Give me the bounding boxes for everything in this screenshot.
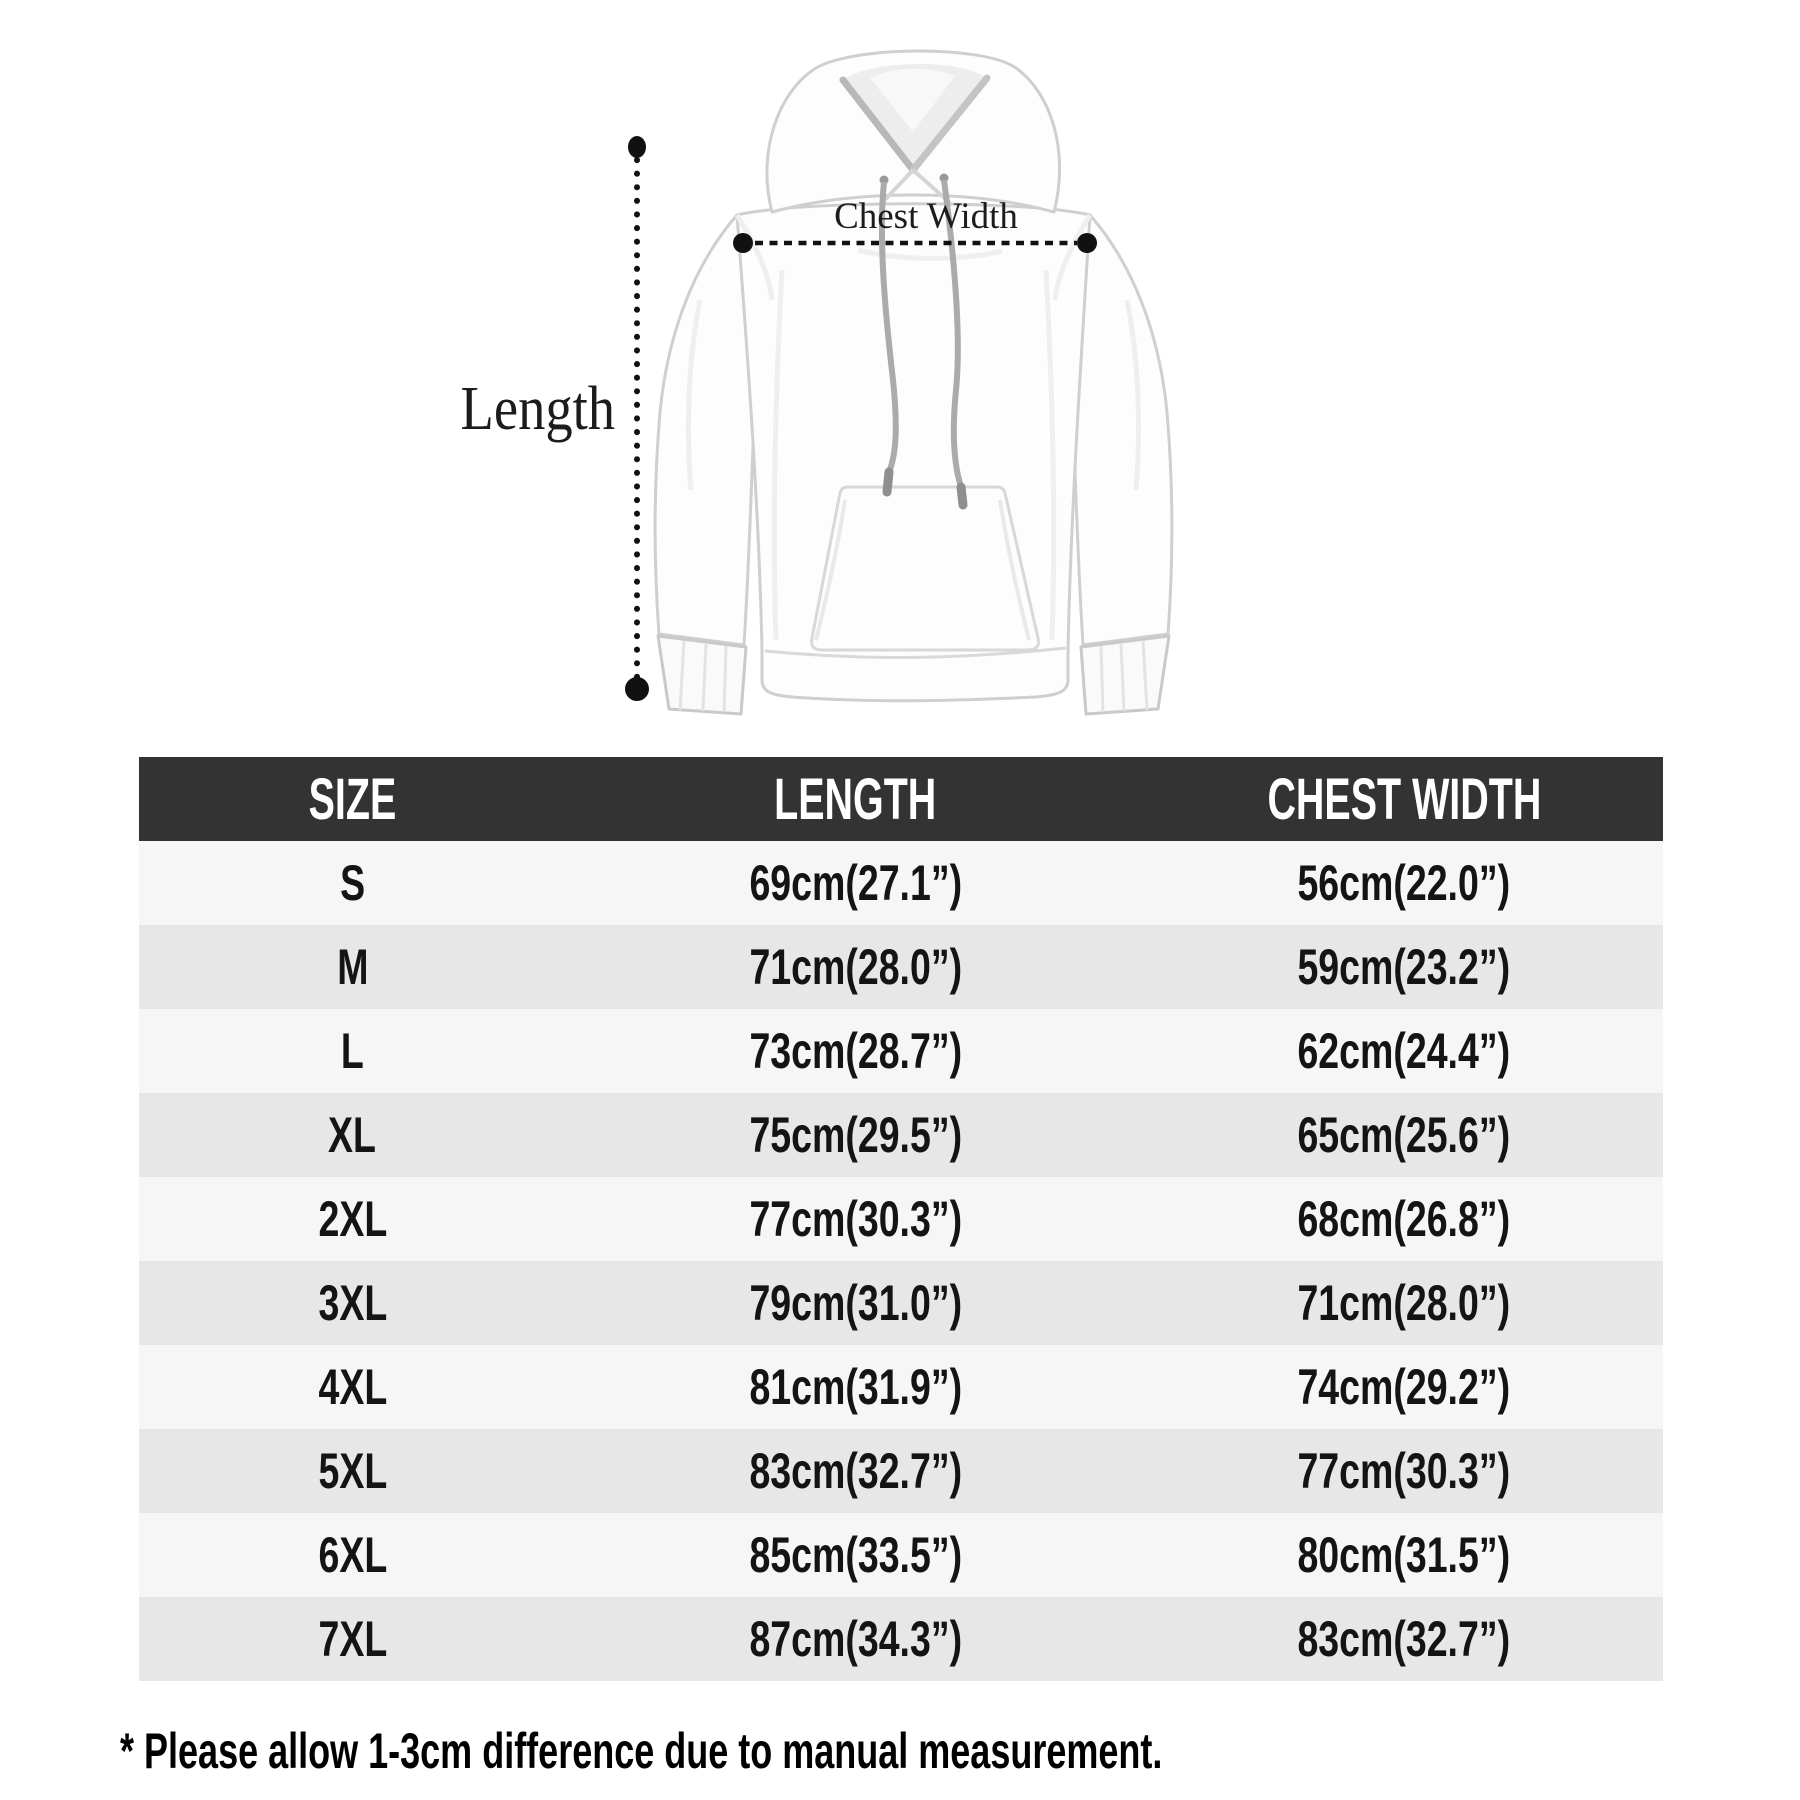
length-bottom-dot xyxy=(625,677,649,701)
table-row-3xl xyxy=(139,1261,1663,1345)
cell-chest: 77cm(30.3”) xyxy=(1297,1443,1511,1499)
table-row-l xyxy=(139,1009,1663,1093)
cell-chest: 74cm(29.2”) xyxy=(1297,1359,1511,1415)
left-aglet xyxy=(887,472,889,492)
right-aglet xyxy=(961,487,963,505)
cell-size: 6XL xyxy=(317,1527,387,1583)
header-size xyxy=(139,757,566,841)
length-top-dot xyxy=(628,136,646,158)
header-size-text: SIZE xyxy=(308,766,397,832)
cell-length: 71cm(28.0”) xyxy=(748,939,962,995)
cell-size: XL xyxy=(328,1107,377,1163)
chest-width-label xyxy=(826,198,1026,235)
cell-size: 4XL xyxy=(317,1359,387,1415)
cell-size: M xyxy=(336,939,368,995)
hoodie-pocket xyxy=(811,487,1038,650)
table-row-7xl xyxy=(139,1597,1663,1681)
size-chart-table xyxy=(139,757,1663,1681)
header-length-text: LENGTH xyxy=(774,766,937,832)
cell-size: 2XL xyxy=(317,1191,387,1247)
cell-length: 81cm(31.9”) xyxy=(748,1359,962,1415)
measurement-note-text: * Please allow 1-3cm difference due to manual measurement. xyxy=(120,1723,1163,1779)
table-body xyxy=(139,841,1663,1681)
cell-size: 3XL xyxy=(317,1275,387,1331)
header-chest-width-text: CHEST WIDTH xyxy=(1266,766,1541,832)
hoodie-measurement-diagram xyxy=(0,0,1800,760)
cell-length: 69cm(27.1”) xyxy=(748,855,962,911)
cell-length: 87cm(34.3”) xyxy=(748,1611,962,1667)
cell-size: 7XL xyxy=(317,1611,387,1667)
length-measure-line xyxy=(625,136,649,701)
table-header-row xyxy=(139,757,1663,841)
length-label xyxy=(450,375,616,443)
cell-length: 73cm(28.7”) xyxy=(748,1023,962,1079)
cell-length: 75cm(29.5”) xyxy=(748,1107,962,1163)
cell-length: 83cm(32.7”) xyxy=(748,1443,962,1499)
table-row-m xyxy=(139,925,1663,1009)
cell-chest: 80cm(31.5”) xyxy=(1297,1527,1511,1583)
cell-chest: 65cm(25.6”) xyxy=(1297,1107,1511,1163)
cell-size: L xyxy=(340,1023,364,1079)
cell-length: 85cm(33.5”) xyxy=(748,1527,962,1583)
cell-chest: 59cm(23.2”) xyxy=(1297,939,1511,995)
table-row-xl xyxy=(139,1093,1663,1177)
cell-length: 77cm(30.3”) xyxy=(748,1191,962,1247)
table-row-4xl xyxy=(139,1345,1663,1429)
table-row-2xl xyxy=(139,1177,1663,1261)
cell-chest: 62cm(24.4”) xyxy=(1297,1023,1511,1079)
cell-chest: 83cm(32.7”) xyxy=(1297,1611,1511,1667)
table-row-6xl xyxy=(139,1513,1663,1597)
header-chest-width xyxy=(1145,757,1663,841)
chest-width-label-text: Chest Width xyxy=(834,196,1018,237)
chest-left-dot xyxy=(733,233,753,253)
length-label-text: Length xyxy=(460,375,616,443)
chest-right-dot xyxy=(1077,233,1097,253)
hoodie-left-sleeve xyxy=(655,215,755,645)
table-row-5xl xyxy=(139,1429,1663,1513)
header-length xyxy=(566,757,1145,841)
hoodie-illustration xyxy=(655,51,1172,714)
cell-size: 5XL xyxy=(317,1443,387,1499)
cell-chest: 71cm(28.0”) xyxy=(1297,1275,1511,1331)
table-row-s xyxy=(139,841,1663,925)
cell-chest: 56cm(22.0”) xyxy=(1297,855,1511,911)
cell-size: S xyxy=(339,855,365,911)
measurement-note xyxy=(120,1722,1568,1780)
cell-chest: 68cm(26.8”) xyxy=(1297,1191,1511,1247)
cell-length: 79cm(31.0”) xyxy=(748,1275,962,1331)
